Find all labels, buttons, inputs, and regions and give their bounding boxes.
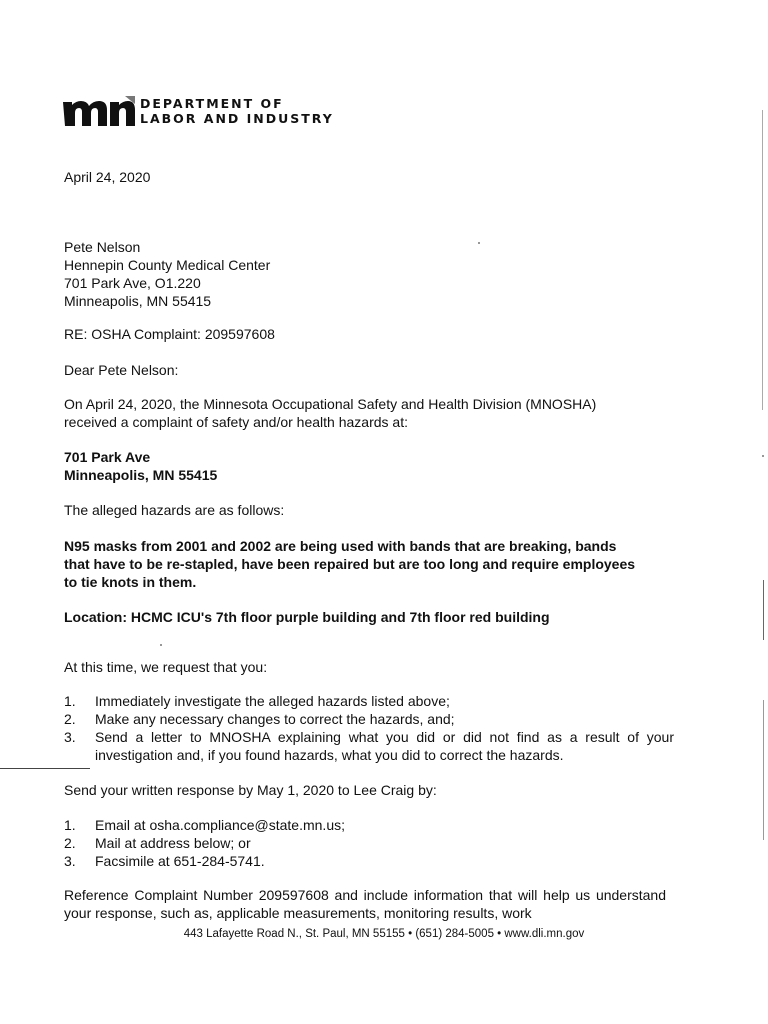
intro-paragraph: On April 24, 2020, the Minnesota Occupational Safety and Health Division (MNOSHA) received a complaint of safety and/or health hazards at:: [64, 396, 597, 430]
list-number: 3.: [64, 853, 76, 869]
list-item: [64, 834, 674, 852]
scan-speck: [160, 644, 162, 646]
list-text: Make any necessary changes to correct the hazards, and;: [95, 711, 455, 727]
letter-date: April 24, 2020: [64, 169, 151, 185]
scan-speck: [478, 242, 480, 244]
scan-edge: [763, 700, 764, 840]
list-item: [64, 728, 674, 764]
letterhead-footer: 443 Lafayette Road N., St. Paul, MN 55155 • (651) 284-5005 • www.dli.mn.gov: [183, 928, 585, 940]
request-list: [64, 692, 674, 764]
list-item: [64, 710, 674, 728]
list-text: Send a letter to MNOSHA explaining what you did or did not find as a result of your investigation and, if you found hazards, what you did to correct the hazards.: [95, 729, 674, 763]
recipient-city: Minneapolis, MN 55415: [64, 293, 212, 309]
hazard-location: Location: HCMC ICU's 7th floor purple building and 7th floor red building: [64, 609, 550, 625]
list-number: 2.: [64, 835, 76, 851]
recipient-name: Pete Nelson: [64, 239, 141, 255]
request-intro: At this time, we request that you:: [64, 659, 268, 675]
list-number: 2.: [64, 711, 76, 727]
list-text: Email at osha.compliance@state.mn.us;: [95, 817, 345, 833]
recipient-block: [64, 238, 674, 310]
recipient-street: 701 Park Ave, O1.220: [64, 275, 201, 291]
mn-logo-icon: [63, 96, 135, 126]
department-name: [140, 96, 334, 126]
recipient-org: Hennepin County Medical Center: [64, 257, 271, 273]
list-text: Mail at address below; or: [95, 835, 251, 851]
site-address: [64, 448, 674, 484]
dept-line-1: DEPARTMENT OF: [140, 96, 284, 111]
site-street: 701 Park Ave: [64, 449, 151, 465]
scan-line: [0, 768, 90, 769]
list-item: [64, 852, 674, 870]
scan-edge: [763, 580, 764, 640]
scan-speck: [762, 455, 764, 457]
re-line: RE: OSHA Complaint: 209597608: [64, 326, 275, 342]
dept-line-2: LABOR AND INDUSTRY: [140, 111, 334, 126]
list-text: Facsimile at 651-284-5741.: [95, 853, 265, 869]
list-item: [64, 816, 674, 834]
response-intro: Send your written response by May 1, 2020 to Lee Craig by:: [64, 782, 437, 798]
list-text: Immediately investigate the alleged hazards listed above;: [95, 693, 450, 709]
list-number: 3.: [64, 729, 76, 745]
scan-edge: [762, 110, 763, 410]
site-city: Minneapolis, MN 55415: [64, 467, 218, 483]
reference-paragraph: Reference Complaint Number 209597608 and include information that will help us understand your response, such as, applicable measurements, monitoring results, work: [64, 887, 666, 921]
hazards-intro: The alleged hazards are as follows:: [64, 502, 285, 518]
hazard-description: N95 masks from 2001 and 2002 are being used with bands that are breaking, bands that have to be re-stapled, have been repaired but are too long and require employees to tie knots in them.: [64, 538, 636, 590]
list-number: 1.: [64, 817, 76, 833]
list-item: [64, 692, 674, 710]
salutation: Dear Pete Nelson:: [64, 362, 179, 378]
list-number: 1.: [64, 693, 76, 709]
method-list: [64, 816, 674, 870]
